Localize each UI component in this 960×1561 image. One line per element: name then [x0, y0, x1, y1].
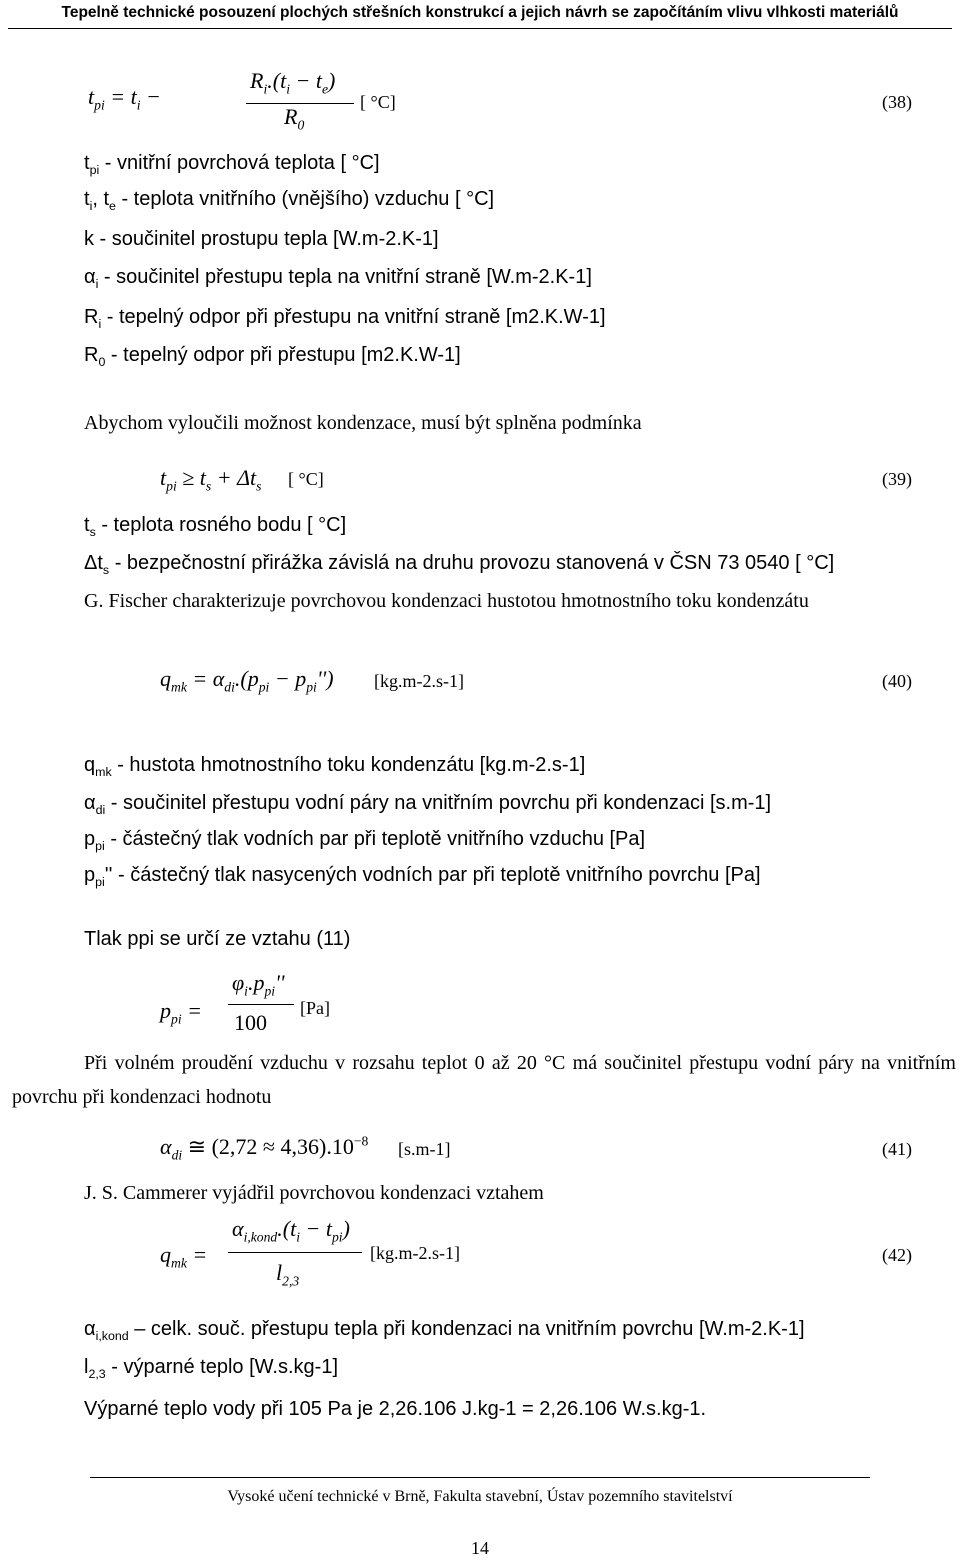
equation-42: $q_{mk}$ = [160, 1242, 208, 1271]
def-R0: $R_0$ - tepelný odpor při přestupu [m2.K.W-1] [84, 344, 461, 369]
equation-38: $t_{pi} = t_i$ − [88, 84, 161, 113]
footer-rule [90, 1477, 870, 1478]
equation-41-number: (41) [882, 1139, 912, 1159]
footer-institution: Vysoké učení technické v Brně, Fakulta stavební, Ústav pozemního stavitelství [227, 1488, 733, 1505]
equation-39: $t_{pi} \ge t_s + \Delta t_s$ [160, 465, 262, 494]
equation-ppi-unit: [Pa] [300, 998, 330, 1018]
paragraph-free-flow: Při volném proudění vzduchu v rozsahu teplot 0 až 20 °C má součinitel přestupu vodní páry na vnitřním povrchu při kondenzaci hodnotu [12, 1052, 956, 1108]
def-Ri: $R_i$ - tepelný odpor při přestupu na vnitřní straně [m2.K.W-1] [84, 306, 606, 331]
page-number: 14 [471, 1538, 489, 1558]
running-header: Tepelně technické posouzení plochých střešních konstrukcí a jejich návrh se započítáním vlivu vlhkosti materiálů [61, 4, 899, 21]
equation-39-unit: [ °C] [288, 469, 324, 489]
def-ti-te: $t_i$, $t_e$ - teplota vnitřního (vnějšího) vzduchu [ °C] [84, 188, 495, 213]
paragraph-fischer: G. Fischer charakterizuje povrchovou kondenzaci hustotou hmotnostního toku kondenzátu [84, 590, 809, 612]
fraction-bar [228, 1252, 362, 1253]
paragraph-condition: Abychom vyloučili možnost kondenzace, musí být splněna podmínka [84, 412, 642, 434]
equation-42-numerator: $\alpha_{i,kond}.(t_i - t_{pi})$ [232, 1216, 350, 1245]
def-alpha-di: $\alpha_{di}$ - součinitel přestupu vodní páry na vnitřním povrchu při kondenzaci [s.m-1] [84, 792, 772, 817]
equation-42-number: (42) [882, 1245, 912, 1265]
equation-38-number: (38) [882, 92, 912, 112]
paragraph-pressure: Tlak ppi se určí ze vztahu (11) [84, 928, 351, 950]
equation-ppi: $p_{pi}$ = [160, 998, 202, 1027]
equation-41: $\alpha_{di}$ ≅ $(2,72 \approx 4,36).10^{-8}$ [160, 1133, 369, 1163]
def-tpi: $t_{pi}$ - vnitřní povrchová teplota [ °C] [84, 152, 380, 177]
def-alpha-i: $\alpha_i$ - součinitel přestupu tepla na vnitřní straně [W.m-2.K-1] [84, 266, 592, 291]
equation-40-number: (40) [882, 671, 912, 691]
def-alpha-ikond: $\alpha_{i,kond}$ – celk. souč. přestupu tepla při kondenzaci na vnitřním povrchu [W.m-2.K-1] [84, 1318, 805, 1343]
equation-ppi-numerator: $\varphi_i.p_{pi}''$ [232, 970, 285, 999]
def-k: k - součinitel prostupu tepla [W.m-2.K-1] [84, 228, 439, 250]
equation-40-unit: [kg.m-2.s-1] [374, 671, 464, 691]
equation-41-unit: [s.m-1] [398, 1139, 451, 1159]
def-dts: $\Delta t_s$ - bezpečnostní přirážka závislá na druhu provozu stanovená v ČSN 73 0540 [ °C] [84, 552, 835, 577]
paragraph-cammerer: J. S. Cammerer vyjádřil povrchovou kondenzaci vztahem [84, 1182, 544, 1204]
equation-40: $q_{mk} = \alpha_{di}.(p_{pi} - p_{pi}'')$ [160, 666, 334, 695]
equation-ppi-denominator: 100 [234, 1010, 267, 1035]
equation-38-denominator: $R_0$ [284, 104, 305, 133]
def-ppi: $p_{pi}$ - částečný tlak vodních par při teplotě vnitřního vzduchu [Pa] [84, 828, 646, 853]
fraction-bar [228, 1004, 294, 1005]
equation-39-number: (39) [882, 469, 912, 489]
paragraph-evaporation-heat: Výparné teplo vody při 105 Pa je 2,26.106 J.kg-1 = 2,26.106 W.s.kg-1. [84, 1398, 707, 1420]
header-rule [8, 28, 952, 29]
def-l23: $l_{2,3}$ - výparné teplo [W.s.kg-1] [84, 1356, 339, 1381]
equation-42-denominator: $l_{2,3}$ [276, 1260, 300, 1289]
def-ppi-sat: $p_{pi}''$ - částečný tlak nasycených vodních par při teplotě vnitřního povrchu [Pa] [84, 864, 761, 889]
def-qmk: $q_{mk}$ - hustota hmotnostního toku kondenzátu [kg.m-2.s-1] [84, 754, 586, 779]
def-ts: $t_s$ - teplota rosného bodu [ °C] [84, 514, 347, 539]
equation-38-numerator: $R_i.(t_i - t_e)$ [250, 68, 336, 97]
equation-38-unit: [ °C] [360, 92, 396, 112]
equation-42-unit: [kg.m-2.s-1] [370, 1243, 460, 1263]
